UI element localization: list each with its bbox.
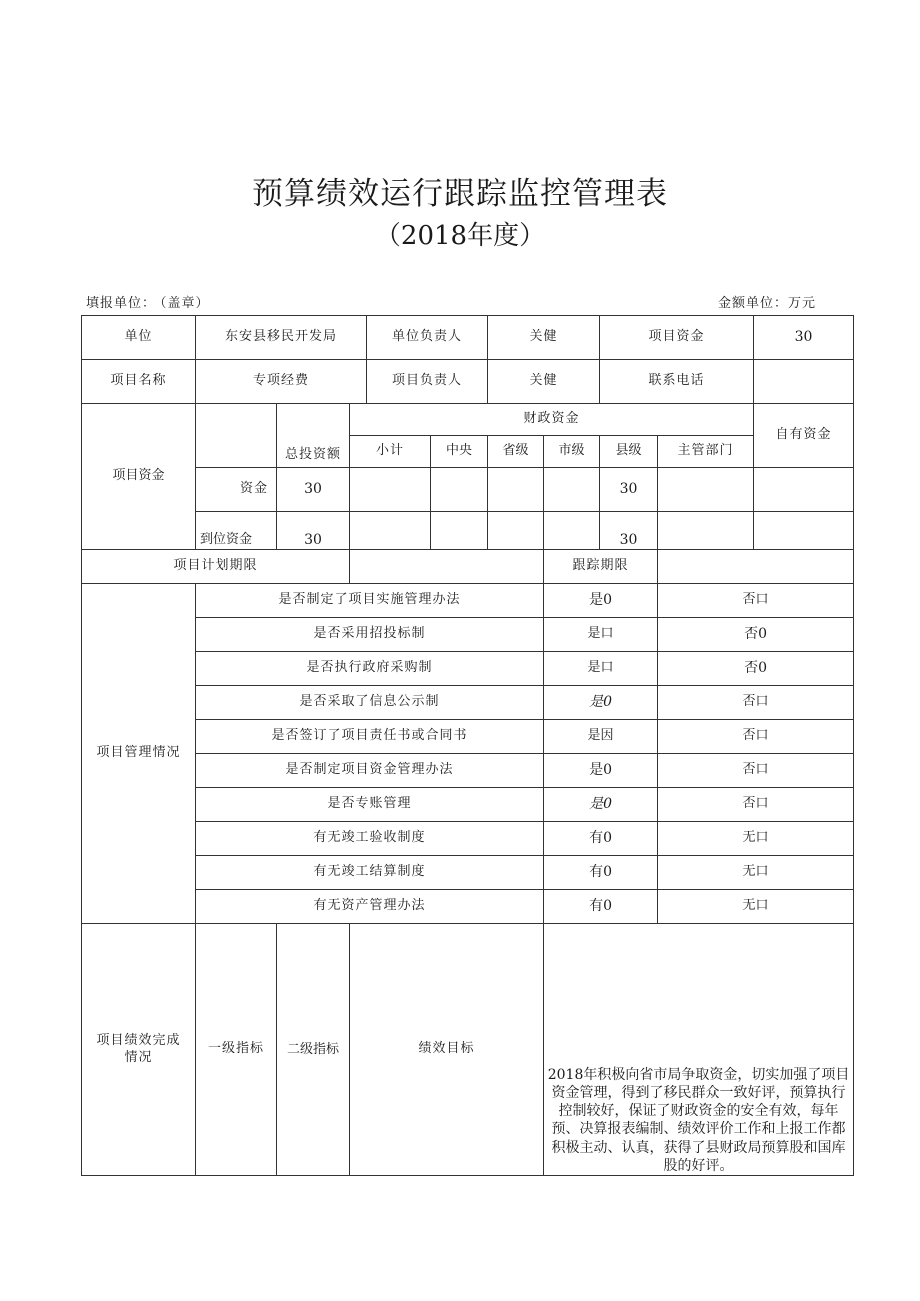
unit-label: 单位 — [82, 316, 196, 360]
page-subtitle: （2018年度） — [374, 221, 546, 251]
mgmt-no: 否0 — [658, 618, 854, 652]
phone-value — [754, 360, 854, 404]
plan-period-label: 项目计划期限 — [82, 550, 350, 584]
subheader-central: 中央 — [431, 436, 488, 468]
subheader-department: 主管部门 — [658, 436, 754, 468]
arrived-self — [754, 512, 854, 550]
fill-unit-label: 填报单位： — [86, 296, 157, 311]
mgmt-no: 否口 — [658, 754, 854, 788]
funds-central — [431, 468, 488, 512]
fill-unit — [86, 292, 214, 311]
mgmt-question: 有无竣工验收制度 — [196, 822, 544, 856]
mgmt-no: 无口 — [658, 890, 854, 924]
funds-blank-cell — [196, 404, 277, 468]
unit-leader-label: 单位负责人 — [367, 316, 488, 360]
funds-self — [754, 468, 854, 512]
mgmt-no: 否0 — [658, 652, 854, 686]
mgmt-yes: 有0 — [544, 856, 658, 890]
funds-row-label: 资金 — [196, 468, 277, 512]
project-name-value: 专项经费 — [196, 360, 367, 404]
mgmt-yes: 是因 — [544, 720, 658, 754]
performance-target-label: 绩效目标 — [350, 924, 544, 1176]
unit-leader-value: 关健 — [488, 316, 600, 360]
mgmt-no: 无口 — [658, 822, 854, 856]
performance-description: 2018年积极向省市局争取资金，切实加强了项目资金管理，得到了移民群众一致好评，预算执行控制较好，保证了财政资金的安全有效，每年预、决算报表编制、绩效评价工作和上报工作都积极主动、认真，获得了县财政局预算股和国库股的好评。 — [544, 924, 854, 1176]
mgmt-no: 否口 — [658, 788, 854, 822]
mgmt-question: 有无竣工结算制度 — [196, 856, 544, 890]
project-fund-value: 30 — [754, 316, 854, 360]
mgmt-yes: 是0 — [544, 754, 658, 788]
project-name-label: 项目名称 — [82, 360, 196, 404]
funds-total: 30 — [277, 468, 350, 512]
fiscal-funds-label: 财政资金 — [350, 404, 754, 436]
mgmt-yes: 是口 — [544, 652, 658, 686]
amount-unit: 金额单位：万元 — [718, 296, 817, 311]
arrived-total: 30 — [277, 512, 350, 550]
mgmt-yes: 是0 — [544, 584, 658, 618]
funds-subtotal — [350, 468, 431, 512]
fill-unit-seal: （盖章） — [160, 296, 210, 311]
subheader-province: 省级 — [488, 436, 544, 468]
project-leader-value: 关健 — [488, 360, 600, 404]
subheader-county: 县级 — [600, 436, 658, 468]
mgmt-question: 是否执行政府采购制 — [196, 652, 544, 686]
mgmt-yes: 是口 — [544, 618, 658, 652]
performance-section-label: 项目绩效完成情况 — [82, 924, 196, 1176]
self-funds-label: 自有资金 — [754, 404, 854, 468]
mgmt-question: 有无资产管理办法 — [196, 890, 544, 924]
arrived-city — [544, 512, 600, 550]
mgmt-no: 无口 — [658, 856, 854, 890]
unit-value: 东安县移民开发局 — [196, 316, 367, 360]
mgmt-question: 是否采取了信息公示制 — [196, 686, 544, 720]
phone-label: 联系电话 — [600, 360, 754, 404]
funds-province — [488, 468, 544, 512]
arrived-subtotal — [350, 512, 431, 550]
funds-department — [658, 468, 754, 512]
arrived-central — [431, 512, 488, 550]
plan-period-value — [350, 550, 544, 584]
tracking-table — [81, 315, 854, 1176]
page-title: 预算绩效运行跟踪监控管理表 — [252, 176, 668, 212]
track-period-label: 跟踪期限 — [544, 550, 658, 584]
project-fund-label: 项目资金 — [600, 316, 754, 360]
mgmt-no: 否口 — [658, 584, 854, 618]
mgmt-question: 是否制定了项目实施管理办法 — [196, 584, 544, 618]
funds-section-label: 项目资金 — [82, 404, 196, 550]
mgmt-no: 否口 — [658, 720, 854, 754]
mgmt-question: 是否制定项目资金管理办法 — [196, 754, 544, 788]
funds-county: 30 — [600, 468, 658, 512]
mgmt-question: 是否采用招投标制 — [196, 618, 544, 652]
project-leader-label: 项目负责人 — [367, 360, 488, 404]
funds-city — [544, 468, 600, 512]
level2-indicator: 二级指标 — [277, 924, 350, 1176]
arrived-county: 30 — [600, 512, 658, 550]
arrived-province — [488, 512, 544, 550]
track-period-value — [658, 550, 854, 584]
mgmt-yes: 有0 — [544, 822, 658, 856]
management-section-label: 项目管理情况 — [82, 584, 196, 924]
total-investment-label: 总投资额 — [277, 404, 350, 468]
mgmt-yes: 是0 — [544, 686, 658, 720]
arrived-department — [658, 512, 754, 550]
subheader-city: 市级 — [544, 436, 600, 468]
mgmt-no: 否口 — [658, 686, 854, 720]
arrived-funds-label: 到位资金 — [196, 512, 277, 550]
mgmt-yes: 有0 — [544, 890, 658, 924]
level1-indicator: 一级指标 — [196, 924, 277, 1176]
mgmt-question: 是否专账管理 — [196, 788, 544, 822]
mgmt-yes: 是0 — [544, 788, 658, 822]
mgmt-question: 是否签订了项目责任书或合同书 — [196, 720, 544, 754]
subheader-subtotal: 小计 — [350, 436, 431, 468]
